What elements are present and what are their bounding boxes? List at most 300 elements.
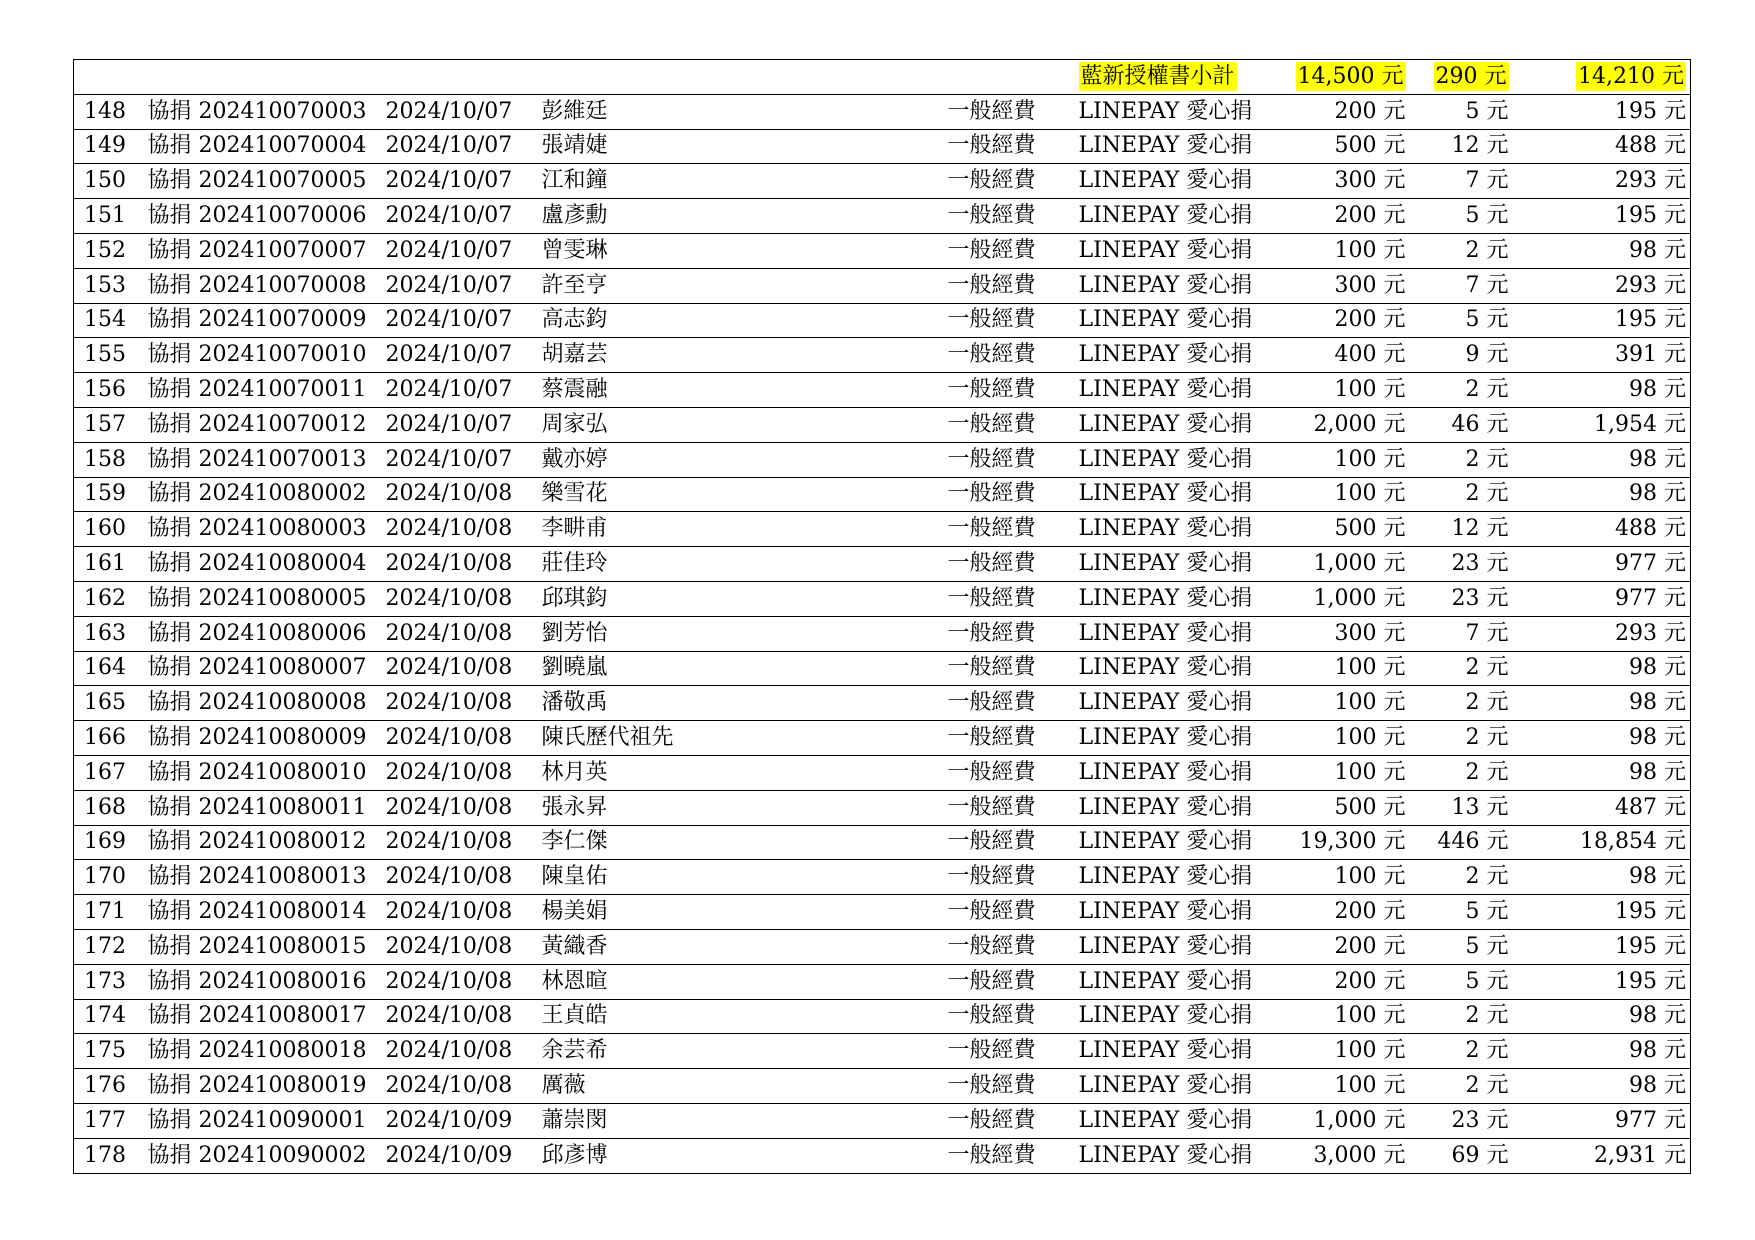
payment-method: LINEPAY 愛心捐 (1078, 168, 1253, 194)
row-number: 173 (84, 968, 126, 994)
row-number: 165 (84, 690, 126, 716)
donation-amount: 500 元 (1334, 516, 1406, 542)
table-row (74, 651, 1691, 686)
payment-method: LINEPAY 愛心捐 (1078, 272, 1253, 298)
donation-purpose: 一般經費 (947, 551, 1036, 577)
processing-fee: 13 元 (1451, 794, 1509, 820)
row-number: 168 (84, 794, 126, 820)
donation-purpose: 一般經費 (947, 1038, 1036, 1064)
receipt-number: 協捐 202410080011 (147, 794, 367, 820)
table-row (74, 999, 1691, 1034)
row-number: 155 (84, 342, 126, 368)
subtotal-net: 14,210 元 (1578, 63, 1684, 89)
donation-purpose: 一般經費 (947, 168, 1036, 194)
row-number: 167 (84, 759, 126, 785)
donor-name: 劉芳怡 (541, 620, 608, 646)
table-row (74, 373, 1691, 408)
donation-ledger-table (73, 59, 1691, 1174)
table-row (74, 686, 1691, 721)
donation-amount: 400 元 (1334, 342, 1406, 368)
donation-purpose: 一般經費 (947, 237, 1036, 263)
receipt-number: 協捐 202410070003 (147, 98, 367, 124)
donation-date: 2024/10/08 (385, 620, 513, 646)
table-row (74, 199, 1691, 234)
receipt-number: 協捐 202410080003 (147, 516, 367, 542)
donation-amount: 500 元 (1334, 133, 1406, 159)
payment-method: LINEPAY 愛心捐 (1078, 203, 1253, 229)
payment-method: LINEPAY 愛心捐 (1078, 759, 1253, 785)
donation-amount: 1,000 元 (1313, 551, 1406, 577)
donation-date: 2024/10/08 (385, 899, 513, 925)
payment-method: LINEPAY 愛心捐 (1078, 411, 1253, 437)
donation-date: 2024/10/08 (385, 864, 513, 890)
payment-method: LINEPAY 愛心捐 (1078, 864, 1253, 890)
row-number: 175 (84, 1038, 126, 1064)
processing-fee: 446 元 (1437, 829, 1509, 855)
table-row (74, 94, 1691, 129)
receipt-number: 協捐 202410080017 (147, 1003, 367, 1029)
ledger-body (74, 60, 1691, 1174)
table-row (74, 581, 1691, 616)
donation-date: 2024/10/08 (385, 516, 513, 542)
donation-purpose: 一般經費 (947, 1107, 1036, 1133)
table-row (74, 721, 1691, 756)
donation-date: 2024/10/07 (385, 133, 513, 159)
donation-amount: 100 元 (1334, 1038, 1406, 1064)
table-row (74, 547, 1691, 582)
net-amount: 195 元 (1615, 933, 1686, 959)
donation-amount: 200 元 (1334, 307, 1406, 333)
net-amount: 98 元 (1629, 1073, 1686, 1098)
receipt-number: 協捐 202410070007 (147, 237, 367, 263)
donor-name: 張永昇 (541, 794, 608, 820)
processing-fee: 2 元 (1465, 759, 1509, 785)
receipt-number: 協捐 202410070009 (147, 307, 367, 333)
donor-name: 林恩暄 (541, 968, 608, 994)
donation-purpose: 一般經費 (947, 864, 1036, 890)
donor-name: 戴亦婷 (541, 446, 608, 472)
donation-date: 2024/10/07 (385, 446, 513, 472)
payment-method: LINEPAY 愛心捐 (1078, 1073, 1253, 1098)
donation-date: 2024/10/08 (385, 1003, 513, 1029)
donation-date: 2024/10/07 (385, 342, 513, 368)
donation-purpose: 一般經費 (947, 1142, 1036, 1168)
processing-fee: 2 元 (1465, 864, 1509, 890)
receipt-number: 協捐 202410080007 (147, 655, 367, 681)
net-amount: 98 元 (1629, 377, 1686, 403)
donor-name: 李畊甫 (541, 516, 608, 542)
payment-method: LINEPAY 愛心捐 (1078, 307, 1253, 333)
table-row (74, 303, 1691, 338)
net-amount: 293 元 (1615, 168, 1686, 194)
payment-method: LINEPAY 愛心捐 (1078, 1038, 1253, 1064)
row-number: 161 (84, 551, 126, 577)
processing-fee: 23 元 (1451, 585, 1509, 611)
net-amount: 195 元 (1615, 968, 1686, 994)
net-amount: 2,931 元 (1594, 1142, 1686, 1168)
donor-name: 莊佳玲 (541, 551, 608, 577)
payment-method: LINEPAY 愛心捐 (1078, 794, 1253, 820)
payment-method: LINEPAY 愛心捐 (1078, 551, 1253, 577)
donation-amount: 1,000 元 (1313, 585, 1406, 611)
processing-fee: 5 元 (1465, 933, 1509, 959)
donation-amount: 300 元 (1334, 168, 1406, 194)
payment-method: LINEPAY 愛心捐 (1078, 829, 1253, 855)
donation-purpose: 一般經費 (947, 794, 1036, 820)
donation-amount: 200 元 (1334, 933, 1406, 959)
payment-method: LINEPAY 愛心捐 (1078, 725, 1253, 751)
table-row (74, 1103, 1691, 1138)
receipt-number: 協捐 202410080014 (147, 899, 367, 925)
donation-purpose: 一般經費 (947, 725, 1036, 751)
net-amount: 98 元 (1629, 864, 1686, 890)
table-row (74, 1138, 1691, 1173)
donation-purpose: 一般經費 (947, 307, 1036, 333)
donation-date: 2024/10/08 (385, 690, 513, 716)
donor-name: 厲薇 (541, 1073, 586, 1098)
donation-amount: 100 元 (1334, 237, 1406, 263)
donor-name: 邱彥博 (541, 1142, 608, 1168)
donation-purpose: 一般經費 (947, 690, 1036, 716)
table-row (74, 755, 1691, 790)
receipt-number: 協捐 202410070008 (147, 272, 367, 298)
payment-method: LINEPAY 愛心捐 (1078, 1142, 1253, 1168)
donation-date: 2024/10/08 (385, 829, 513, 855)
table-row (74, 860, 1691, 895)
net-amount: 487 元 (1615, 794, 1686, 820)
subtotal-label: 藍新授權書小計 (1080, 63, 1235, 89)
subtotal-row (74, 60, 1691, 95)
donation-date: 2024/10/07 (385, 377, 513, 403)
payment-method: LINEPAY 愛心捐 (1078, 933, 1253, 959)
donation-purpose: 一般經費 (947, 759, 1036, 785)
donation-date: 2024/10/08 (385, 725, 513, 751)
row-number: 166 (84, 725, 126, 751)
row-number: 164 (84, 655, 126, 681)
row-number: 171 (84, 899, 126, 925)
donation-amount: 3,000 元 (1313, 1142, 1406, 1168)
row-number: 159 (84, 481, 126, 507)
row-number: 156 (84, 377, 126, 403)
net-amount: 98 元 (1629, 655, 1686, 681)
processing-fee: 2 元 (1465, 1073, 1509, 1098)
donation-date: 2024/10/08 (385, 655, 513, 681)
row-number: 178 (84, 1142, 126, 1168)
donation-purpose: 一般經費 (947, 620, 1036, 646)
donor-name: 李仁傑 (541, 829, 608, 855)
row-number: 170 (84, 864, 126, 890)
payment-method: LINEPAY 愛心捐 (1078, 446, 1253, 472)
donation-date: 2024/10/07 (385, 98, 513, 124)
processing-fee: 2 元 (1465, 1038, 1509, 1064)
table-row (74, 233, 1691, 268)
donation-date: 2024/10/07 (385, 272, 513, 298)
donor-name: 江和鐘 (541, 168, 608, 194)
receipt-number: 協捐 202410090002 (147, 1142, 367, 1168)
donor-name: 胡嘉芸 (541, 342, 608, 368)
net-amount: 98 元 (1629, 446, 1686, 472)
net-amount: 18,854 元 (1580, 829, 1686, 855)
net-amount: 293 元 (1615, 620, 1686, 646)
net-amount: 293 元 (1615, 272, 1686, 298)
processing-fee: 2 元 (1465, 237, 1509, 263)
table-row (74, 477, 1691, 512)
receipt-number: 協捐 202410080018 (147, 1038, 367, 1064)
donation-purpose: 一般經費 (947, 446, 1036, 472)
row-number: 160 (84, 516, 126, 542)
donation-amount: 19,300 元 (1299, 829, 1406, 855)
processing-fee: 5 元 (1465, 307, 1509, 333)
processing-fee: 7 元 (1465, 620, 1509, 646)
net-amount: 977 元 (1615, 1107, 1686, 1133)
net-amount: 977 元 (1615, 585, 1686, 611)
table-row (74, 164, 1691, 199)
donation-purpose: 一般經費 (947, 481, 1036, 507)
donation-date: 2024/10/08 (385, 794, 513, 820)
donation-date: 2024/10/07 (385, 168, 513, 194)
receipt-number: 協捐 202410070011 (147, 377, 367, 403)
donor-name: 潘敬禹 (541, 690, 608, 716)
subtotal-amount: 14,500 元 (1297, 63, 1404, 89)
donation-amount: 100 元 (1334, 690, 1406, 716)
table-row (74, 268, 1691, 303)
donation-amount: 2,000 元 (1313, 411, 1406, 437)
donation-purpose: 一般經費 (947, 203, 1036, 229)
donation-date: 2024/10/08 (385, 551, 513, 577)
donation-date: 2024/10/08 (385, 1073, 513, 1098)
donor-name: 許至亨 (541, 272, 608, 298)
donor-name: 曾雯琳 (541, 237, 608, 263)
processing-fee: 7 元 (1465, 168, 1509, 194)
donor-name: 黃織香 (541, 933, 608, 959)
subtotal-fee: 290 元 (1435, 63, 1507, 89)
row-number: 162 (84, 585, 126, 611)
donation-date: 2024/10/08 (385, 933, 513, 959)
row-number: 158 (84, 446, 126, 472)
payment-method: LINEPAY 愛心捐 (1078, 620, 1253, 646)
row-number: 152 (84, 237, 126, 263)
donation-date: 2024/10/07 (385, 237, 513, 263)
net-amount: 1,954 元 (1594, 411, 1686, 437)
table-row (74, 929, 1691, 964)
net-amount: 98 元 (1629, 1038, 1686, 1064)
net-amount: 98 元 (1629, 690, 1686, 716)
donor-name: 王貞皓 (541, 1003, 608, 1029)
donation-date: 2024/10/07 (385, 203, 513, 229)
donor-name: 余芸希 (541, 1038, 608, 1064)
donor-name: 盧彥勳 (541, 203, 608, 229)
donor-name: 高志鈞 (541, 307, 608, 333)
receipt-number: 協捐 202410080010 (147, 759, 367, 785)
net-amount: 488 元 (1615, 516, 1686, 542)
net-amount: 977 元 (1615, 551, 1686, 577)
processing-fee: 2 元 (1465, 1003, 1509, 1029)
donation-amount: 100 元 (1334, 864, 1406, 890)
donation-amount: 100 元 (1334, 655, 1406, 681)
receipt-number: 協捐 202410070012 (147, 411, 367, 437)
processing-fee: 2 元 (1465, 655, 1509, 681)
processing-fee: 2 元 (1465, 446, 1509, 472)
donation-amount: 500 元 (1334, 794, 1406, 820)
row-number: 148 (84, 98, 126, 124)
processing-fee: 7 元 (1465, 272, 1509, 298)
payment-method: LINEPAY 愛心捐 (1078, 516, 1253, 542)
donor-name: 林月英 (541, 759, 608, 785)
donation-amount: 300 元 (1334, 620, 1406, 646)
net-amount: 195 元 (1615, 203, 1686, 229)
donation-purpose: 一般經費 (947, 655, 1036, 681)
processing-fee: 2 元 (1465, 725, 1509, 751)
processing-fee: 12 元 (1451, 133, 1509, 159)
donation-purpose: 一般經費 (947, 933, 1036, 959)
donation-amount: 100 元 (1334, 725, 1406, 751)
donation-date: 2024/10/08 (385, 1038, 513, 1064)
net-amount: 98 元 (1629, 759, 1686, 785)
receipt-number: 協捐 202410080006 (147, 620, 367, 646)
row-number: 151 (84, 203, 126, 229)
payment-method: LINEPAY 愛心捐 (1078, 377, 1253, 403)
donation-date: 2024/10/09 (385, 1107, 513, 1133)
donation-purpose: 一般經費 (947, 377, 1036, 403)
payment-method: LINEPAY 愛心捐 (1078, 133, 1253, 159)
donation-purpose: 一般經費 (947, 516, 1036, 542)
row-number: 149 (84, 133, 126, 159)
payment-method: LINEPAY 愛心捐 (1078, 1107, 1253, 1133)
row-number: 157 (84, 411, 126, 437)
receipt-number: 協捐 202410080008 (147, 690, 367, 716)
donor-name: 劉曉嵐 (541, 655, 608, 681)
table-row (74, 1069, 1691, 1104)
net-amount: 391 元 (1615, 342, 1686, 368)
table-row (74, 964, 1691, 999)
processing-fee: 12 元 (1451, 516, 1509, 542)
processing-fee: 2 元 (1465, 377, 1509, 403)
receipt-number: 協捐 202410090001 (147, 1107, 367, 1133)
donation-amount: 100 元 (1334, 481, 1406, 507)
table-row (74, 512, 1691, 547)
receipt-number: 協捐 202410080016 (147, 968, 367, 994)
receipt-number: 協捐 202410080019 (147, 1073, 367, 1098)
row-number: 174 (84, 1003, 126, 1029)
table-row (74, 442, 1691, 477)
row-number: 154 (84, 307, 126, 333)
row-number: 177 (84, 1107, 126, 1133)
row-number: 153 (84, 272, 126, 298)
table-row (74, 338, 1691, 373)
donor-name: 楊美娟 (541, 899, 608, 925)
processing-fee: 5 元 (1465, 968, 1509, 994)
donation-date: 2024/10/09 (385, 1142, 513, 1168)
donation-date: 2024/10/07 (385, 307, 513, 333)
donation-amount: 200 元 (1334, 203, 1406, 229)
processing-fee: 46 元 (1451, 411, 1509, 437)
row-number: 176 (84, 1073, 126, 1098)
donation-amount: 100 元 (1334, 446, 1406, 472)
net-amount: 195 元 (1615, 899, 1686, 925)
table-row (74, 407, 1691, 442)
payment-method: LINEPAY 愛心捐 (1078, 342, 1253, 368)
processing-fee: 5 元 (1465, 98, 1509, 124)
donation-amount: 100 元 (1334, 1073, 1406, 1098)
donation-purpose: 一般經費 (947, 272, 1036, 298)
receipt-number: 協捐 202410070006 (147, 203, 367, 229)
receipt-number: 協捐 202410080004 (147, 551, 367, 577)
processing-fee: 9 元 (1465, 342, 1509, 368)
donation-amount: 200 元 (1334, 899, 1406, 925)
table-row (74, 790, 1691, 825)
payment-method: LINEPAY 愛心捐 (1078, 1003, 1253, 1029)
table-row (74, 616, 1691, 651)
donation-purpose: 一般經費 (947, 98, 1036, 124)
payment-method: LINEPAY 愛心捐 (1078, 98, 1253, 124)
receipt-number: 協捐 202410080005 (147, 585, 367, 611)
donation-purpose: 一般經費 (947, 829, 1036, 855)
donor-name: 邱琪鈞 (541, 585, 608, 611)
donation-amount: 200 元 (1334, 98, 1406, 124)
donor-name: 張靖婕 (541, 133, 608, 159)
donation-purpose: 一般經費 (947, 1003, 1036, 1029)
donation-amount: 100 元 (1334, 377, 1406, 403)
payment-method: LINEPAY 愛心捐 (1078, 655, 1253, 681)
donation-amount: 100 元 (1334, 759, 1406, 785)
receipt-number: 協捐 202410070010 (147, 342, 367, 368)
donor-name: 樂雪花 (541, 481, 608, 507)
processing-fee: 23 元 (1451, 551, 1509, 577)
net-amount: 195 元 (1615, 98, 1686, 124)
receipt-number: 協捐 202410080002 (147, 481, 367, 507)
payment-method: LINEPAY 愛心捐 (1078, 585, 1253, 611)
row-number: 172 (84, 933, 126, 959)
donation-purpose: 一般經費 (947, 899, 1036, 925)
payment-method: LINEPAY 愛心捐 (1078, 481, 1253, 507)
donation-date: 2024/10/07 (385, 411, 513, 437)
net-amount: 488 元 (1615, 133, 1686, 159)
donor-name: 蔡震融 (541, 377, 608, 403)
donation-date: 2024/10/08 (385, 968, 513, 994)
payment-method: LINEPAY 愛心捐 (1078, 899, 1253, 925)
donation-purpose: 一般經費 (947, 133, 1036, 159)
receipt-number: 協捐 202410070013 (147, 446, 367, 472)
receipt-number: 協捐 202410070005 (147, 168, 367, 194)
donation-date: 2024/10/08 (385, 759, 513, 785)
row-number: 163 (84, 620, 126, 646)
donation-purpose: 一般經費 (947, 342, 1036, 368)
donation-amount: 200 元 (1334, 968, 1406, 994)
donor-name: 彭維廷 (541, 98, 608, 124)
receipt-number: 協捐 202410070004 (147, 133, 367, 159)
table-row (74, 1034, 1691, 1069)
net-amount: 98 元 (1629, 481, 1686, 507)
donation-purpose: 一般經費 (947, 585, 1036, 611)
row-number: 150 (84, 168, 126, 194)
donation-date: 2024/10/08 (385, 585, 513, 611)
receipt-number: 協捐 202410080012 (147, 829, 367, 855)
row-number: 169 (84, 829, 126, 855)
processing-fee: 2 元 (1465, 690, 1509, 716)
donor-name: 陳氏歷代祖先 (541, 725, 674, 751)
net-amount: 195 元 (1615, 307, 1686, 333)
donor-name: 蕭崇閔 (541, 1107, 608, 1133)
receipt-number: 協捐 202410080015 (147, 933, 367, 959)
donation-purpose: 一般經費 (947, 1073, 1036, 1098)
donation-purpose: 一般經費 (947, 411, 1036, 437)
processing-fee: 5 元 (1465, 899, 1509, 925)
donation-amount: 1,000 元 (1313, 1107, 1406, 1133)
receipt-number: 協捐 202410080013 (147, 864, 367, 890)
processing-fee: 2 元 (1465, 481, 1509, 507)
donation-amount: 300 元 (1334, 272, 1406, 298)
receipt-number: 協捐 202410080009 (147, 725, 367, 751)
